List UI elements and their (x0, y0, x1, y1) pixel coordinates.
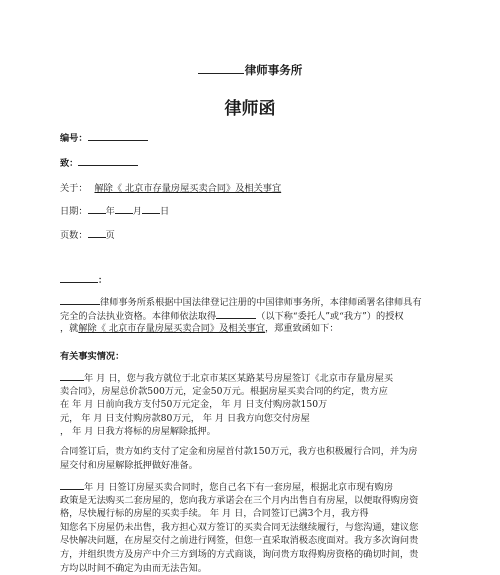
facts3-row-2 (60, 494, 445, 508)
facts3-text-3: 格，尽快履行标的房屋的买卖手续。 年 月 日，合同签订已满3个月，我方得 (60, 508, 369, 520)
facts2-row-2 (60, 459, 445, 473)
subject-label: 关于： (60, 183, 88, 194)
number-line (60, 130, 148, 144)
facts1-row-1 (60, 371, 445, 385)
facts-paragraph-3 (60, 480, 445, 575)
facts3-text-1: 年 月 日签订房屋买卖合同时，您自己名下有一套房屋，根据北京市现有购房 (84, 482, 394, 493)
intro-text-3a: ，就 (60, 323, 79, 335)
firm-name-blank (198, 62, 244, 74)
to-line (60, 155, 138, 169)
pages-unit: 页 (105, 230, 115, 241)
letter-title: 律师函 (224, 99, 276, 119)
facts2-text-1: 合同签订后，贵方如约支付了定金和房屋首付款150万元，我方也积极履行合同，并为房 (60, 446, 418, 457)
number-blank (88, 131, 148, 141)
to-label: 致： (60, 158, 79, 169)
date-year-blank (88, 204, 106, 214)
intro-text-2a: 完全的合法执业资格。本律师依法取得 (60, 310, 217, 322)
date-label: 日期： (60, 206, 88, 217)
facts3-row-1 (60, 480, 445, 494)
intro-row-2 (60, 309, 445, 323)
facts3-text-2: 政策是无法购买二套房屋的，您向我方承诺会在三个月内出售自有房屋，以便取得购房资 (60, 494, 419, 506)
client-blank (216, 309, 256, 319)
date-day-label: 日 (159, 206, 170, 217)
salutation-line (60, 272, 107, 286)
pages-label: 页数： (60, 230, 88, 241)
facts1-row-5 (60, 425, 445, 439)
intro-firm-blank (60, 295, 100, 305)
intro-row-1 (60, 295, 445, 309)
facts2-text-2: 屋交付和房屋解除抵押做好准备。 (60, 459, 198, 471)
to-blank (78, 156, 138, 166)
facts-heading: 有关事实情况： (60, 351, 125, 362)
intro-row-3 (60, 322, 445, 336)
salutation-blank (60, 273, 98, 283)
intro-text-1: 律师事务所系根据中国法律登记注册的中国律师事务所，本律师函署名律师具有 (100, 297, 422, 308)
facts1-year-blank (60, 371, 84, 381)
intro-subject: 解除《 北京市存量房屋买卖合同》及相关事宜 (78, 323, 266, 335)
facts3-text-7: 方均以时间不确定为由而无法告知。 (60, 562, 207, 574)
facts3-text-5: 尽快解决问题，在房屋交付之前进行网签，但您一直采取消极态度面对。我方多次询问贵 (60, 535, 419, 547)
facts1-text-5: ， 年 月 日我方将标的房屋解除抵押。 (60, 426, 216, 438)
facts1-row-2 (60, 385, 445, 399)
pages-line (60, 227, 115, 241)
pages-blank (88, 228, 106, 238)
number-label: 编号： (60, 133, 88, 144)
facts1-text-2: 卖合同》，房屋总价款500万元，定金50万元。根据房屋买卖合同的约定，贵方应 (60, 385, 388, 397)
date-month-label: 月 (132, 206, 142, 217)
facts1-text-3: 在 年 月 日前向我方支付50万元定金， 年 月 日支付购房款150万 (60, 399, 328, 411)
facts-paragraph-2 (60, 445, 445, 472)
facts3-text-4: 知您名下房屋仍未出售，我方担心双方签订的买卖合同无法继续履行，与您沟通，建议您 (60, 521, 419, 533)
intro-text-2b: （以下称“委托人”或“我方”）的授权 (256, 310, 404, 322)
facts3-row-4 (60, 521, 445, 535)
facts3-row-5 (60, 534, 445, 548)
facts3-row-6 (60, 548, 445, 562)
facts2-row-1 (60, 445, 445, 459)
date-year-label: 年 (105, 206, 115, 217)
intro-text-3c: ，郑重致函如下： (265, 323, 339, 335)
facts-paragraph-1 (60, 371, 445, 439)
date-day-blank (142, 204, 160, 214)
subject-text: 解除《 北京市存量房屋买卖合同》及相关事宜 (94, 183, 282, 194)
subject-line (60, 180, 281, 194)
date-month-blank (115, 204, 133, 214)
facts3-text-6: 方，并组织贵方及房产中介三方到场的方式商谈，询问贵方取得购房资格的确切时间，贵 (60, 548, 419, 560)
facts3-row-7 (60, 562, 445, 575)
facts1-row-4 (60, 412, 445, 426)
facts3-row-3 (60, 507, 445, 521)
facts1-text-4: 元， 年 月 日支付购房款80万元， 年 月 日我方向您交付房屋 (60, 412, 310, 424)
firm-name-line (0, 62, 500, 78)
facts1-text-1: 年 月 日，您与我方就位于北京市某区某路某号房屋签订《北京市存量房屋买 (84, 373, 394, 384)
intro-paragraph (60, 295, 445, 336)
facts1-row-3 (60, 398, 445, 412)
facts3-year-blank (60, 480, 84, 490)
salutation-colon: ： (98, 275, 108, 286)
firm-name-suffix: 律师事务所 (244, 63, 303, 77)
date-line (60, 203, 169, 217)
